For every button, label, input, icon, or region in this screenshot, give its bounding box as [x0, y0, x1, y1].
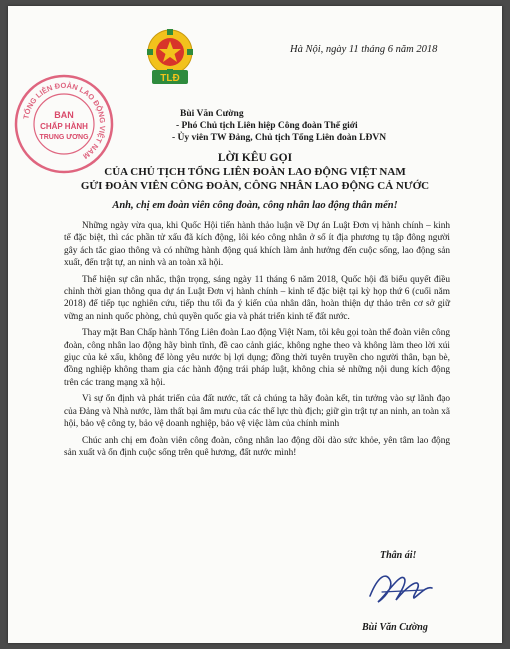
closing-signer-name: Bùi Văn Cường: [362, 622, 428, 633]
document-title: LỜI KÊU GỌI: [217, 152, 293, 164]
logo-text: TLĐ: [160, 73, 180, 84]
paragraph-1: Những ngày vừa qua, khi Quốc Hội tiến hành thảo luận về Dự án Luật Đơn vị hành chính – kinh tế đặc biệt, thì các phần tử xấu đã kích động, lôi kéo công nhân ở số ít địa phương tụ tập đông người gây ách tắc giao thông và có những hành động quá khích làm ảnh hưởng đến cuộc sống, lao động sản xuất, đến trật tự, an ninh và an toàn xã hội.: [64, 221, 450, 269]
stamp-ring-text: TỔNG LIÊN ĐOÀN LAO ĐỘNG VIỆT NAM: [21, 80, 108, 161]
document-subtitle-2: GỬI ĐOÀN VIÊN CÔNG ĐOÀN, CÔNG NHÂN LAO ĐỘNG CẢ NƯỚC: [80, 180, 430, 192]
signer-name: Bùi Văn Cường: [180, 109, 244, 119]
paragraph-2: Thể hiện sự cân nhắc, thận trọng, sáng ngày 11 tháng 6 năm 2018, Quốc hội đã biểu quyết điều chỉnh thời gian thông qua dự án Luật Đơn vị hành chính – kinh tế đặc biệt tại kỳ họp thứ 6 (cuối năm 2018) để tiếp tục nghiên cứu, tiếp thu tối đa ý kiến của nhân dân, hoàn thiện dự thảo trên cơ sở giữ vững an ninh quốc phòng, chủ quyền quốc gia và phát triển kinh tế đất nước.: [64, 274, 450, 322]
letter-page: [8, 6, 502, 643]
document-subtitle-1: CỦA CHỦ TỊCH TỔNG LIÊN ĐOÀN LAO ĐỘNG VIỆT NAM: [104, 166, 406, 178]
paragraph-5: Chúc anh chị em đoàn viên công đoàn, công nhân lao động dồi dào sức khỏe, yên tâm lao động sản xuất và ổn định cuộc sống trên quê hương, đất nước mình!: [64, 435, 450, 458]
stamp-line-3: TRUNG ƯƠNG: [39, 134, 89, 141]
signer-header: [172, 108, 386, 144]
date-line: Hà Nội, ngày 11 tháng 6 năm 2018: [290, 44, 438, 55]
handwritten-signature: [360, 566, 446, 610]
stamp-line-2: CHẤP HÀNH: [40, 122, 88, 131]
paragraph-3: Thay mặt Ban Chấp hành Tổng Liên đoàn Lao động Việt Nam, tôi kêu gọi toàn thể đoàn viên công đoàn, công nhân lao động hãy bình tĩnh, đề cao cảnh giác, không nghe theo và không làm theo lời xúi giục của kẻ xấu, không để lòng yêu nước bị lợi dụng; đồng thời tuyên truyền cho người thân, bạn bè, đồng nghiệp không tham gia các hành động trái pháp luật, không chia sẻ những nội dung kích động trên các trang mạng xã hội.: [64, 328, 450, 388]
greeting: Anh, chị em đoàn viên công đoàn, công nhân lao động thân mến!: [112, 200, 398, 211]
letter-body: [64, 220, 450, 463]
union-logo-icon: [146, 28, 194, 88]
signer-role-2: - Ủy viên TW Đảng, Chủ tịch Tổng Liên đoàn LĐVN: [172, 133, 387, 143]
signer-role-1: - Phó Chủ tịch Liên hiệp Công đoàn Thế giới: [176, 121, 358, 131]
stamp-line-1: BAN: [54, 110, 74, 120]
closing-thanks: Thân ái!: [380, 550, 417, 561]
paragraph-4: Vì sự ổn định và phát triển của đất nước, tất cả chúng ta hãy đoàn kết, tin tưởng vào sự lãnh đạo của Đảng và Nhà nước, làm thất bại âm mưu của các thế lực thù địch; giữ gìn trật tự an ninh, an toàn xã hội, bảo vệ công ty, bảo vệ doanh nghiệp, bảo vệ việc làm của chính mình: [64, 394, 450, 430]
